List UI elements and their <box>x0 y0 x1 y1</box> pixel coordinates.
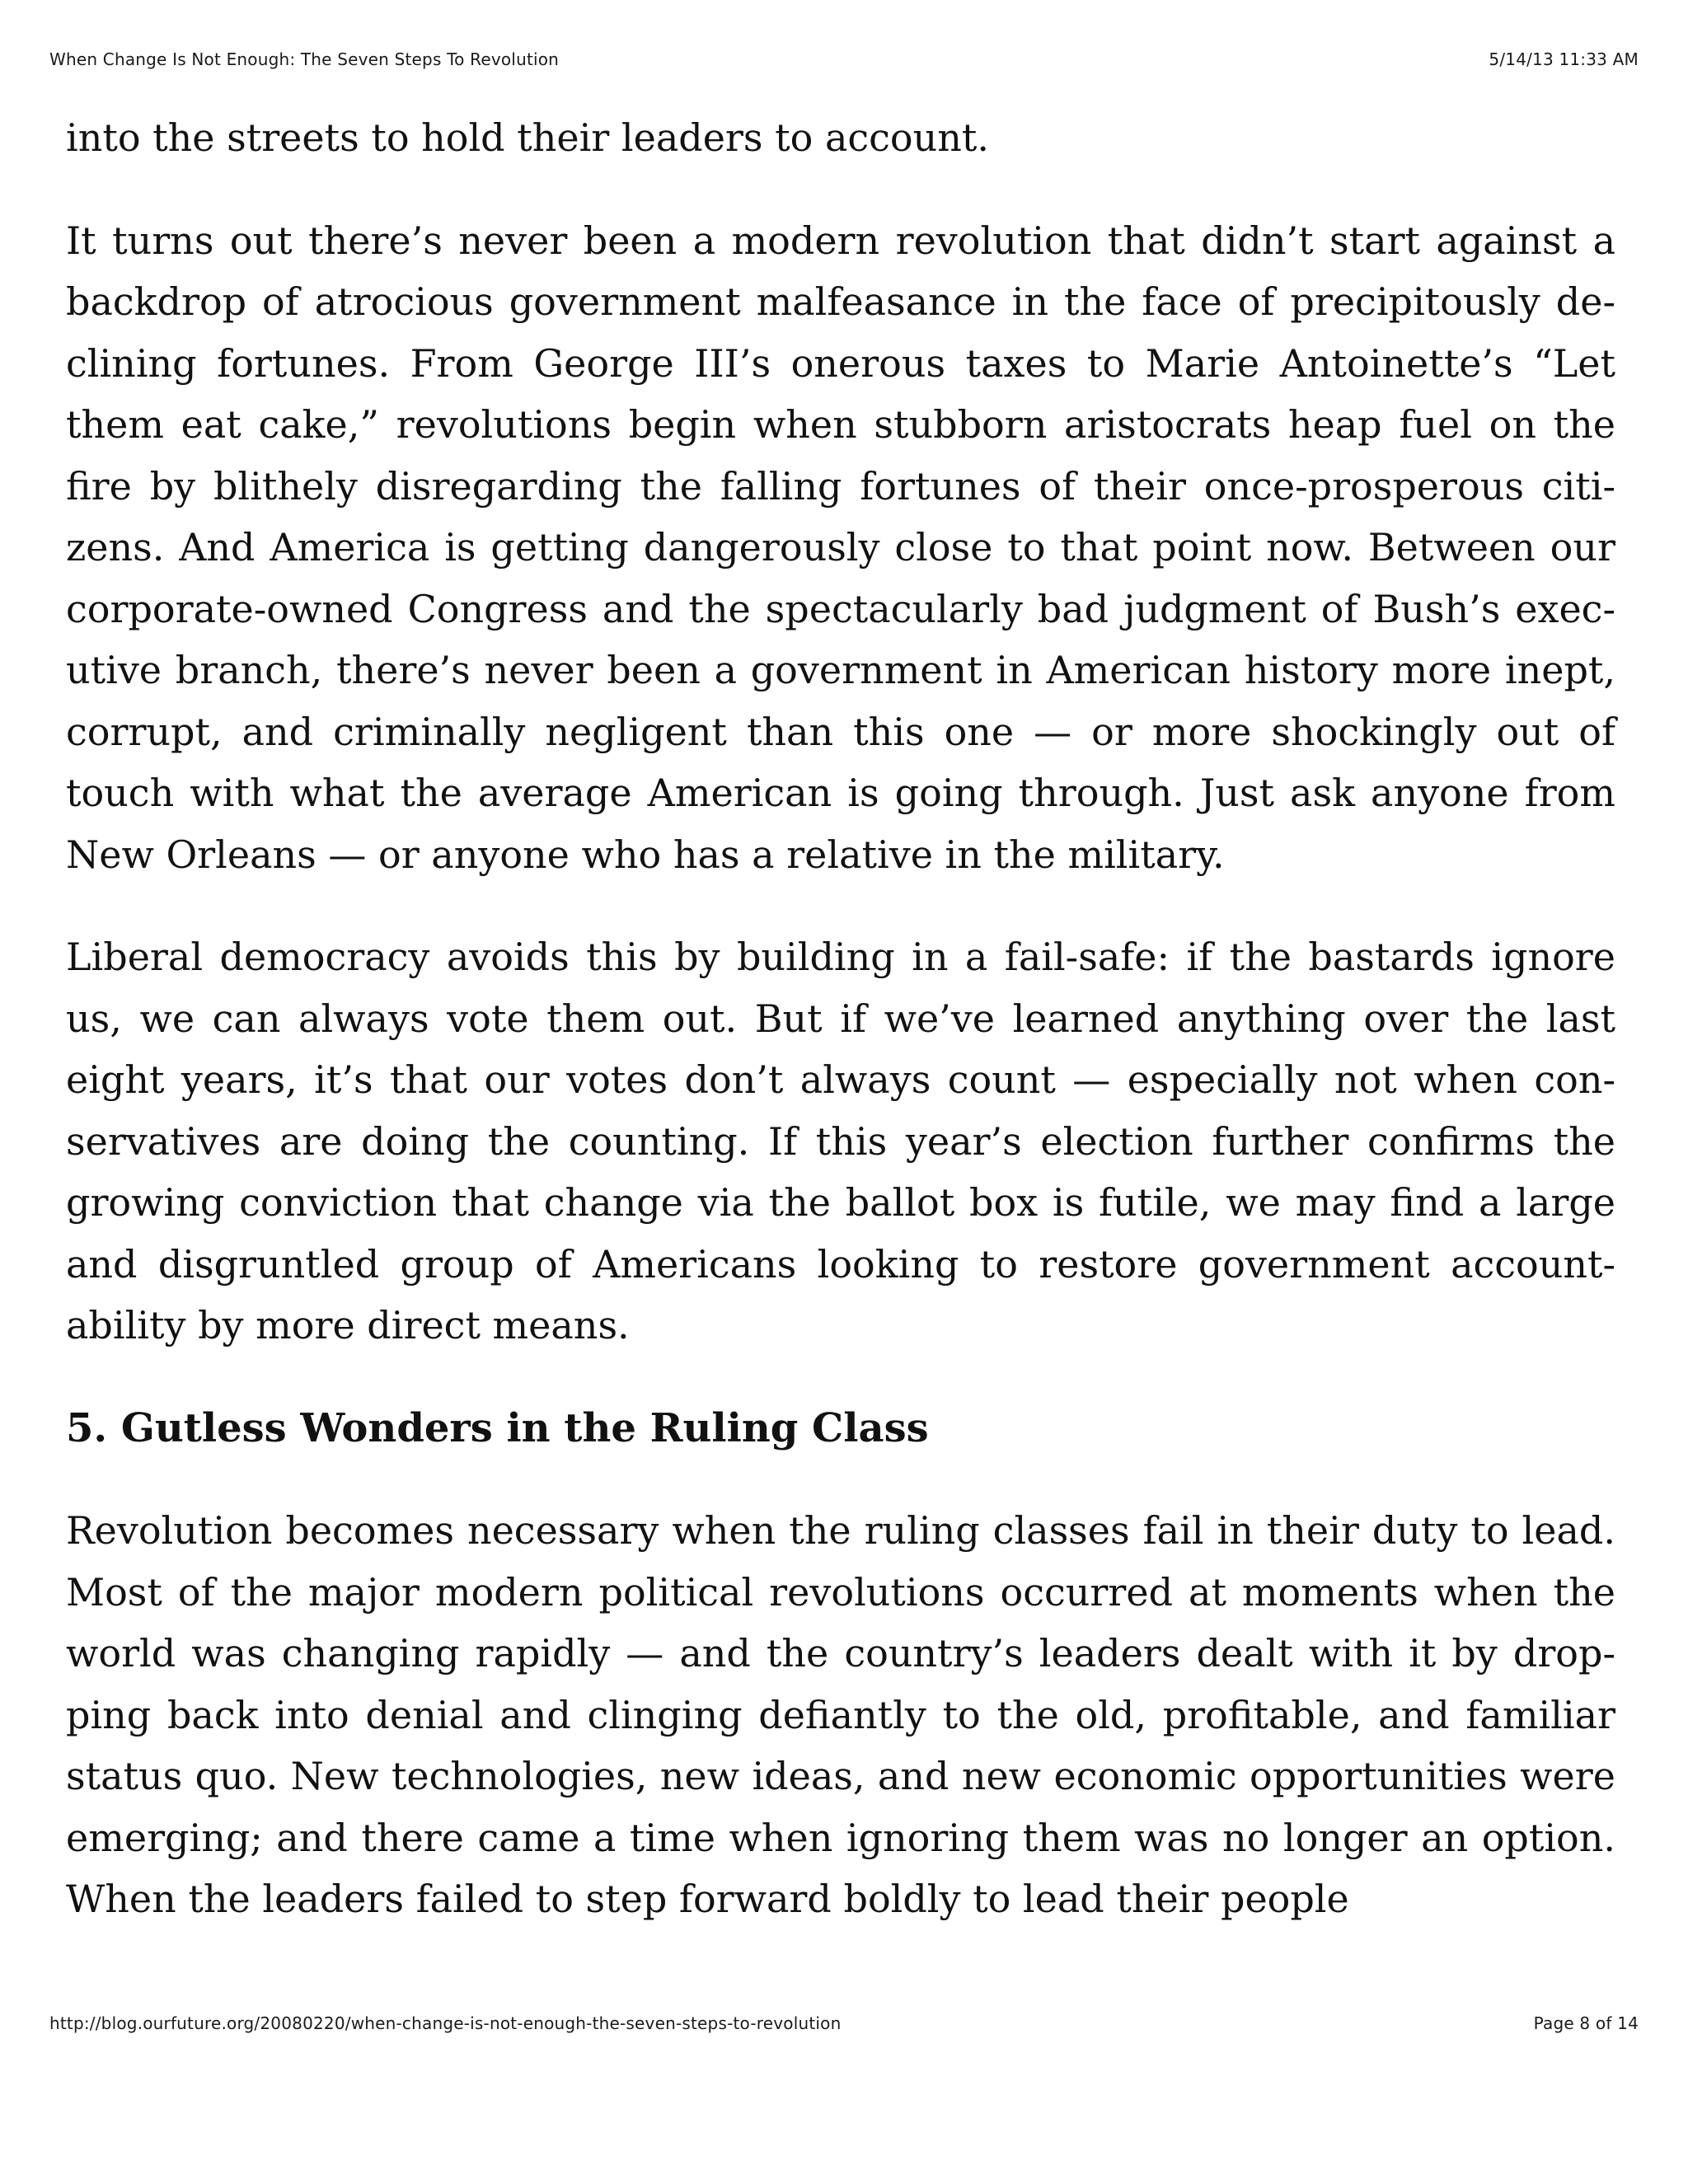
page-number: Page 8 of 14 <box>1533 2013 1639 2033</box>
paragraph-continuation: into the streets to hold their leaders to account. <box>66 115 989 160</box>
section-heading: 5. Gutless Wonders in the Ruling Class <box>66 1404 929 1451</box>
paragraph-revolution-backdrop: It turns out there’s never been a modern revolution that didn’t start against a backdrop of atrocious government malfeasance in the face of precipitously declining fortunes. From George III’s onerous taxes to Marie Antoinette’s “Let them eat cake,” revolutions begin when stubborn aristocrats heap fuel on the fire by blithely disregarding the falling fortunes of their once-prosperous citizens. And America is getting dangerously close to that point now. Between our corporate-owned Congress and the spectacularly bad judgment of Bush’s executive branch, there’s never been a government in American history more inept, corrupt, and criminally negligent than this one — or more shockingly out of touch with what the average American is going through. Just ask anyone from New Orleans — or anyone who has a relative in the military. <box>66 218 1615 877</box>
article-body <box>66 107 1615 1930</box>
source-url-link[interactable]: http://blog.ourfuture.org/20080220/when-change-is-not-enough-the-seven-steps-to-revolution <box>49 2013 842 2033</box>
print-footer <box>49 2013 1639 2033</box>
paragraph-ruling-classes: Revolution becomes necessary when the ruling classes fail in their duty to lead. Most of the major modern political revolutions occurred at moments when the world was changing rapidly — and the country’s leaders dealt with it by dropping back into denial and clinging defiantly to the old, profitable, and familiar status quo. New technologies, new ideas, and new economic opportunities were emerging; and there came a time when ignoring them was no longer an option. When the leaders failed to step forward boldly to lead their people <box>66 1508 1615 1921</box>
document-title: When Change Is Not Enough: The Seven Steps To Revolution <box>49 49 560 69</box>
print-header <box>49 49 1639 69</box>
print-datetime: 5/14/13 11:33 AM <box>1489 49 1639 69</box>
paragraph-liberal-democracy: Liberal democracy avoids this by building in a fail-safe: if the bastards ignore us, we can always vote them out. But if we’ve learned anything over the last eight years, it’s that our votes don’t always count — especially not when conservatives are doing the counting. If this year’s election further confirms the growing conviction that change via the ballot box is futile, we may find a large and disgruntled group of Americans looking to restore government accountability by more direct means. <box>66 935 1615 1347</box>
